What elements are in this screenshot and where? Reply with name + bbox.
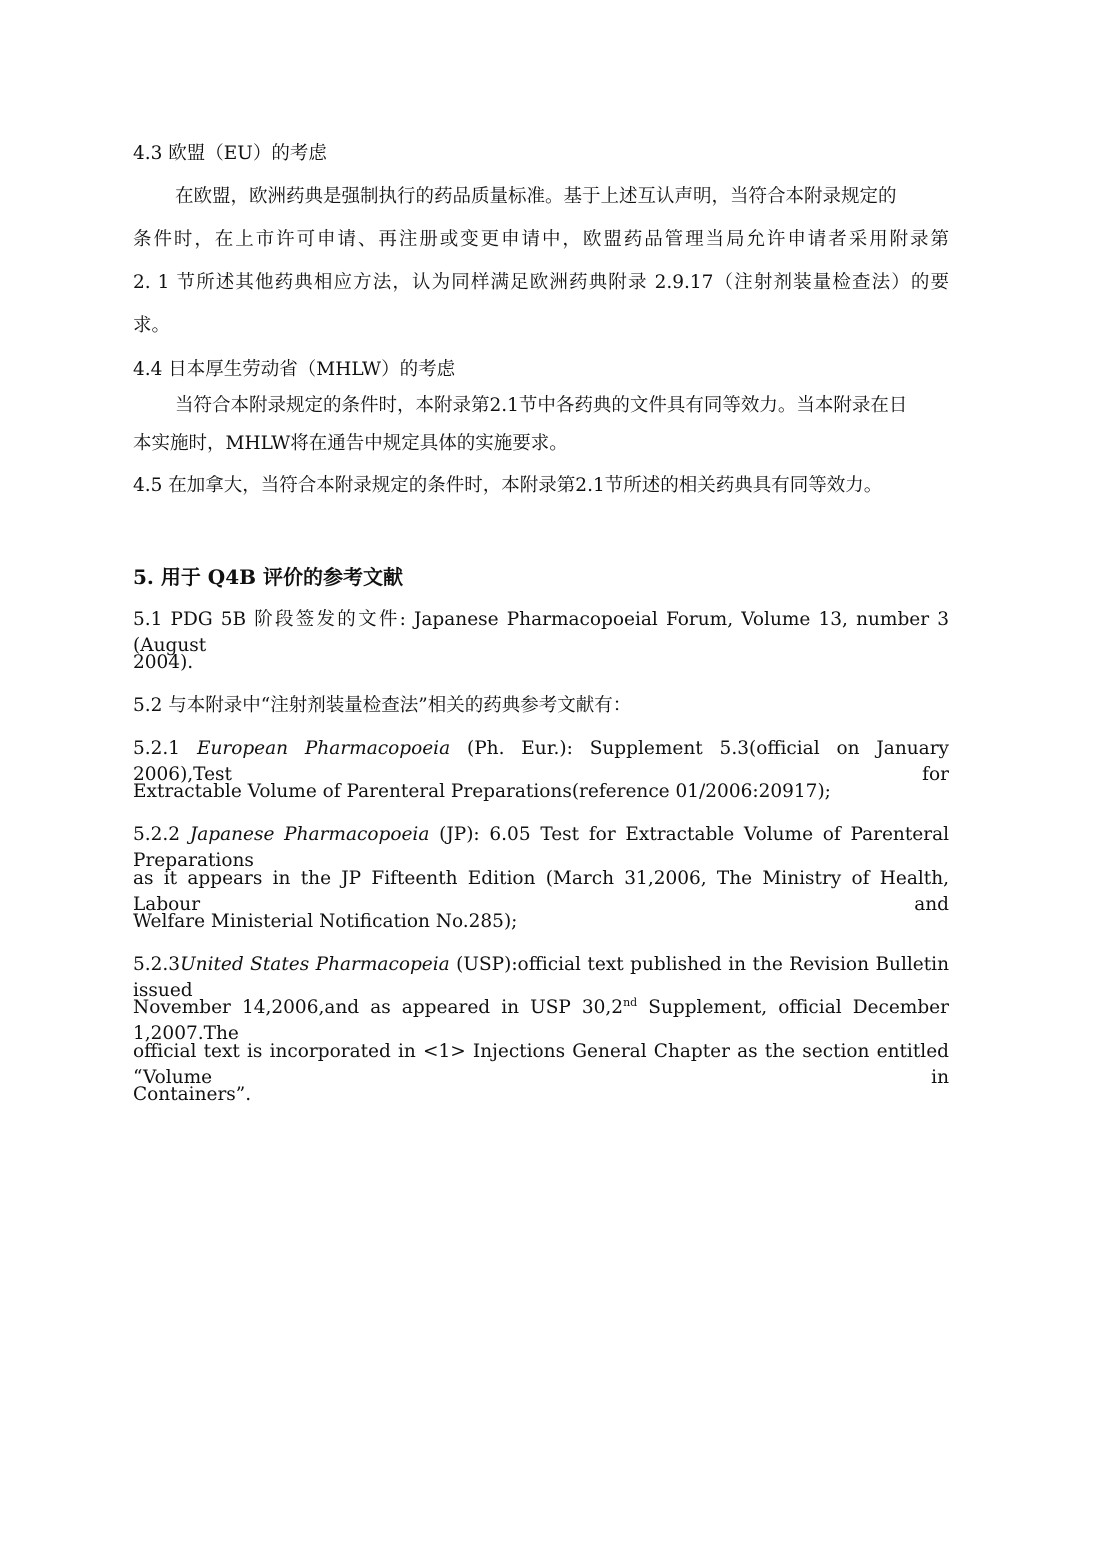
ref-number: 5.2.1 [133, 738, 181, 759]
section-4-3-title: 4.3 欧盟（EU）的考虑 [133, 143, 327, 164]
ref-text: (Ph. Eur.): Supplement 5.3(official on January 2006),Test for [133, 738, 949, 785]
section-4-3-text-line-2: 条件时，在上市许可申请、再注册或变更申请中，欧盟药品管理当局允许申请者采用附录第 [133, 229, 949, 250]
section-4-4-text-line-1: 当符合本附录规定的条件时，本附录第2.1节中各药典的文件具有同等效力。当本附录在日 [175, 395, 908, 416]
section-5-2-3-line-3: official text is incorporated in <1> Injections General Chapter as the section entitled “Volume in [133, 1041, 949, 1088]
section-5-2-2-line-3: Welfare Ministerial Notification No.285); [133, 911, 518, 932]
section-4-4-text-line-2: 本实施时，MHLW将在通告中规定具体的实施要求。 [133, 433, 568, 454]
pharmacopoeia-title: European Pharmacopoeia [196, 738, 451, 759]
section-4-4-title: 4.4 日本厚生劳动省（MHLW）的考虑 [133, 359, 456, 380]
ref-number: 5.2.2 [133, 824, 181, 845]
section-5-2-3-line-1 [133, 952, 949, 1001]
section-5-2-text: 5.2 与本附录中“注射剂装量检查法”相关的药典参考文献有： [133, 695, 632, 716]
pharmacopoeia-title: Japanese Pharmacopoeia [189, 824, 430, 845]
section-5-heading: 5. 用于 Q4B 评价的参考文献 [133, 565, 404, 589]
section-5-1-line-1: 5.1 PDG 5B 阶段签发的文件: Japanese Pharmacopoeial Forum, Volume 13, number 3 (August [133, 609, 949, 656]
section-4-3-text-line-4: 求。 [133, 315, 171, 336]
section-5-2-2-line-1 [133, 822, 950, 871]
section-5-2-3-line-4: Containers”. [133, 1084, 252, 1105]
section-5-2-3-line-2 [133, 995, 949, 1044]
ref-text-b: Supplement, official December 1,2007.The [133, 997, 949, 1044]
section-5-2-2-line-2: as it appears in the JP Fifteenth Edition (March 31,2006, The Ministry of Health, Labour and [133, 868, 949, 915]
ordinal-superscript: nd [623, 996, 638, 1009]
pharmacopoeia-title: United States Pharmacopeia [180, 954, 450, 975]
section-4-3-text-line-1: 在欧盟，欧洲药典是强制执行的药品质量标准。基于上述互认声明，当符合本附录规定的 [175, 186, 897, 207]
section-4-3-text-line-3: 2. 1 节所述其他药典相应方法，认为同样满足欧洲药典附录 2.9.17（注射剂装量检查法）的要 [133, 272, 949, 293]
section-4-5-text: 4.5 在加拿大，当符合本附录规定的条件时，本附录第2.1节所述的相关药典具有同等效力。 [133, 475, 883, 496]
ref-text: (USP):official text published in the Revision Bulletin issued [133, 954, 949, 1001]
ref-text-a: November 14,2006,and as appeared in USP 30,2 [133, 997, 624, 1018]
section-5-2-1-line-1 [133, 736, 949, 785]
section-5-2-1-line-2: Extractable Volume of Parenteral Preparations(reference 01/2006:20917); [133, 781, 831, 802]
ref-number: 5.2.3 [133, 954, 181, 975]
section-5-1-line-2: 2004). [133, 652, 194, 673]
ref-text: (JP): 6.05 Test for Extractable Volume of Parenteral Preparations [133, 824, 950, 871]
